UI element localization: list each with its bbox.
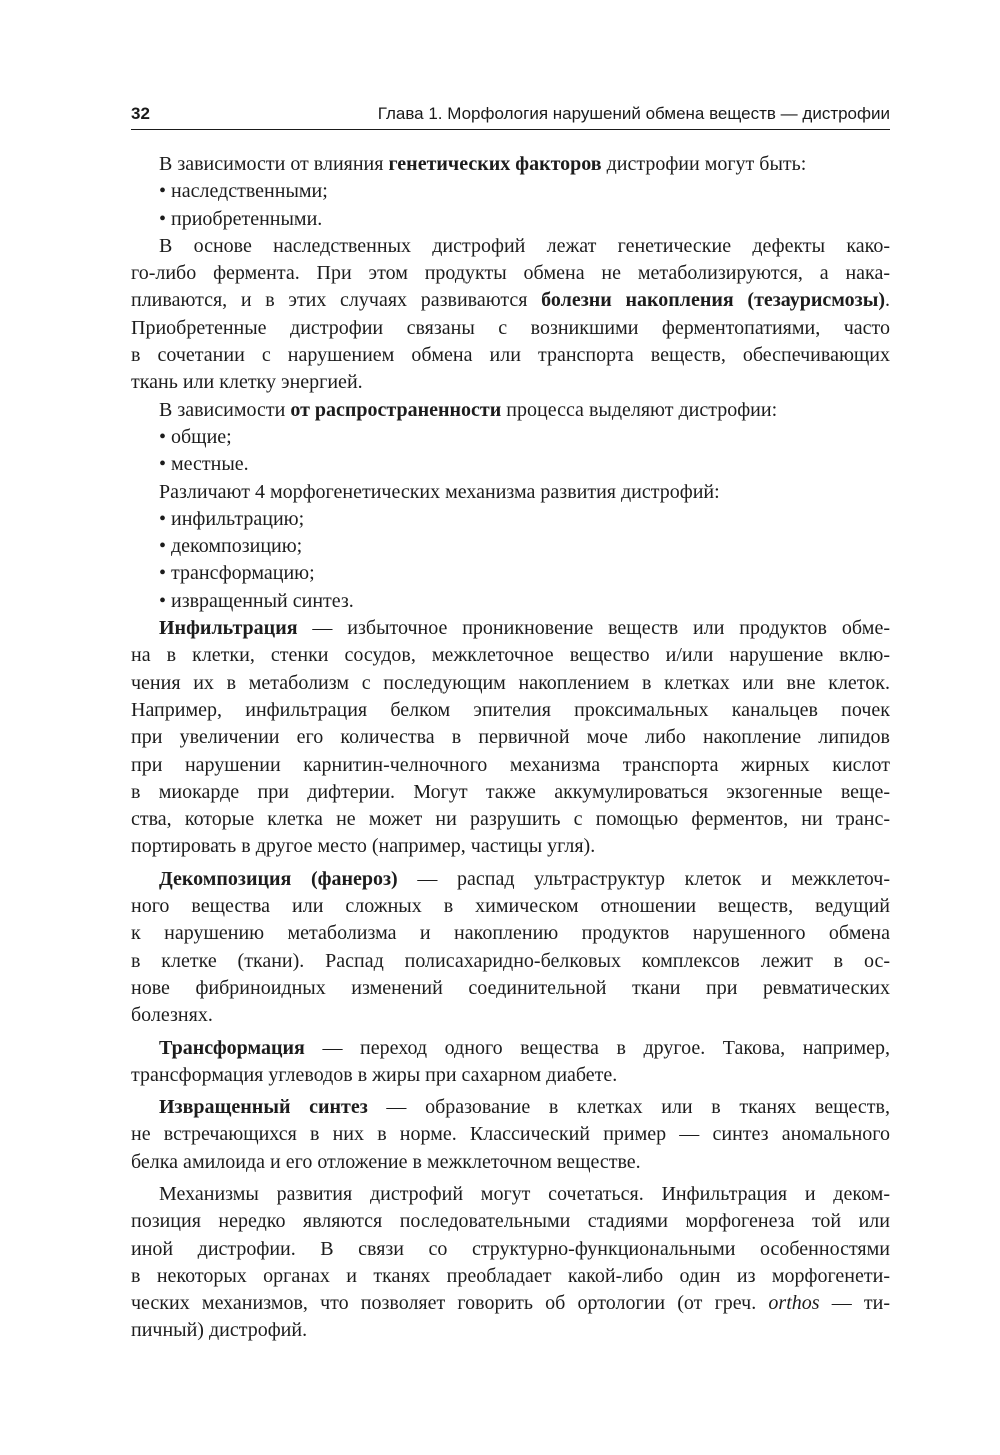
- text-run: ческих механизмов, что позволяет говорить об ортологии (от греч.: [131, 1292, 769, 1315]
- text-run: процесса выделяют дистрофии:: [501, 398, 778, 421]
- text-run: .: [884, 289, 890, 312]
- text-line: на в клетки, стенки сосудов, межклеточное вещество и/или нарушение вклю-: [131, 644, 890, 667]
- text-line: портировать в другое место (например, частицы угля).: [131, 835, 596, 858]
- text-line: Например, инфильтрация белком эпителия проксимальных канальцев почек: [131, 698, 890, 721]
- list-item: • приобретенными.: [159, 207, 323, 230]
- text-line: иной дистрофии. В связи со структурно-функциональными особенностями: [131, 1237, 890, 1260]
- text-run: — образование в клетках или в тканях веществ,: [367, 1096, 890, 1119]
- list-item: • наследственными;: [159, 180, 328, 203]
- header-rule: [131, 129, 890, 130]
- text-line: в клетке (ткани). Распад полисахаридно-белковых комплексов лежит в ос-: [131, 949, 890, 972]
- text-line: ства, которые клетка не может ни разрушить с помощью ферментов, ни транс-: [131, 808, 890, 831]
- bold-term: Извращенный синтез: [159, 1096, 368, 1119]
- text-run: дистрофии могут быть:: [601, 153, 807, 175]
- text-line: пичный) дистрофий.: [131, 1319, 308, 1342]
- page-number: 32: [131, 104, 150, 123]
- text-line: В основе наследственных дистрофий лежат генетические дефекты како-: [159, 234, 890, 257]
- text-run: — распад ультраструктур клеток и межклеточ-: [397, 867, 890, 890]
- text-line: [131, 615, 890, 642]
- list-item: • местные.: [159, 453, 249, 476]
- paragraph-prevalence: [131, 397, 890, 424]
- bold-term: болезни накопления (тезаурисмозы): [541, 289, 885, 312]
- text-line: [131, 287, 890, 314]
- text-line: ткань или клетку энергией.: [131, 371, 363, 394]
- text-run: — ти-: [819, 1292, 890, 1315]
- text-line: позиция нередко являются последовательными стадиями морфогенеза той или: [131, 1210, 890, 1233]
- bold-term: Трансформация: [159, 1036, 305, 1059]
- running-title: Глава 1. Морфология нарушений обмена веществ — дистрофии: [377, 104, 890, 123]
- text-line: в некоторых органах и тканях преобладает какой-либо один из морфогенети-: [131, 1264, 890, 1287]
- text-line: [131, 1094, 890, 1121]
- text-run: — переход одного вещества в другое. Такова, например,: [304, 1036, 890, 1059]
- page-body: [131, 151, 890, 1345]
- list-item: • извращенный синтез.: [159, 589, 354, 612]
- text-line: Приобретенные дистрофии связаны с возникшими ферментопатиями, часто: [131, 316, 890, 339]
- text-run: — избыточное проникновение веществ или продуктов обме-: [297, 617, 890, 640]
- text-run: В зависимости: [159, 398, 291, 421]
- text-line: ного вещества или сложных в химическом отношении веществ, ведущий: [131, 895, 890, 918]
- text-line: при нарушении карнитин-челночного механизма транспорта жирных кислот: [131, 753, 890, 776]
- text-line: болезнях.: [131, 1004, 213, 1027]
- bold-term: Инфильтрация: [159, 617, 298, 640]
- paragraph-genetic-factors: [131, 151, 890, 178]
- text-line: белка амилоида и его отложение в межклеточном веществе.: [131, 1150, 641, 1173]
- bold-term: Декомпозиция (фанероз): [159, 867, 398, 890]
- text-run: В зависимости от влияния: [159, 153, 389, 175]
- list-item: • декомпозицию;: [159, 535, 303, 558]
- text-line: [131, 866, 890, 893]
- text-line: в миокарде при дифтерии. Могут также аккумулироваться экзогенные веще-: [131, 780, 890, 803]
- text-line: [131, 1035, 890, 1062]
- paragraph-mechanisms: Различают 4 морфогенетических механизма развития дистрофий:: [159, 480, 720, 503]
- text-line: не встречающихся в них в норме. Классический пример — синтез аномального: [131, 1123, 890, 1146]
- italic-term: orthos: [768, 1292, 820, 1315]
- list-item: • инфильтрацию;: [159, 507, 305, 530]
- text-run: пливаются, и в этих случаях развиваются: [131, 289, 542, 312]
- bold-term: от распространенности: [290, 398, 502, 421]
- text-line: в сочетании с нарушением обмена или транспорта веществ, обеспечивающих: [131, 344, 890, 367]
- text-line: нове фибриноидных изменений соединительной ткани при ревматических: [131, 976, 890, 999]
- text-line: к нарушению метаболизма и накоплению продуктов нарушенного обмена: [131, 922, 890, 945]
- list-item: • трансформацию;: [159, 562, 315, 585]
- text-line: при увеличении его количества в первичной моче либо накопление липидов: [131, 726, 890, 749]
- text-line: [131, 1290, 890, 1317]
- text-line: чения их в метаболизм с последующим накоплением в клетках или вне клеток.: [131, 671, 890, 694]
- list-item: • общие;: [159, 425, 232, 448]
- text-line: го-либо фермента. При этом продукты обмена не метаболизируются, а нака-: [131, 262, 890, 285]
- bold-term: генетических факторов: [388, 153, 602, 175]
- text-line: трансформация углеводов в жиры при сахарном диабете.: [131, 1063, 618, 1086]
- running-header: [131, 104, 890, 130]
- text-line: Механизмы развития дистрофий могут сочетаться. Инфильтрация и деком-: [159, 1182, 890, 1205]
